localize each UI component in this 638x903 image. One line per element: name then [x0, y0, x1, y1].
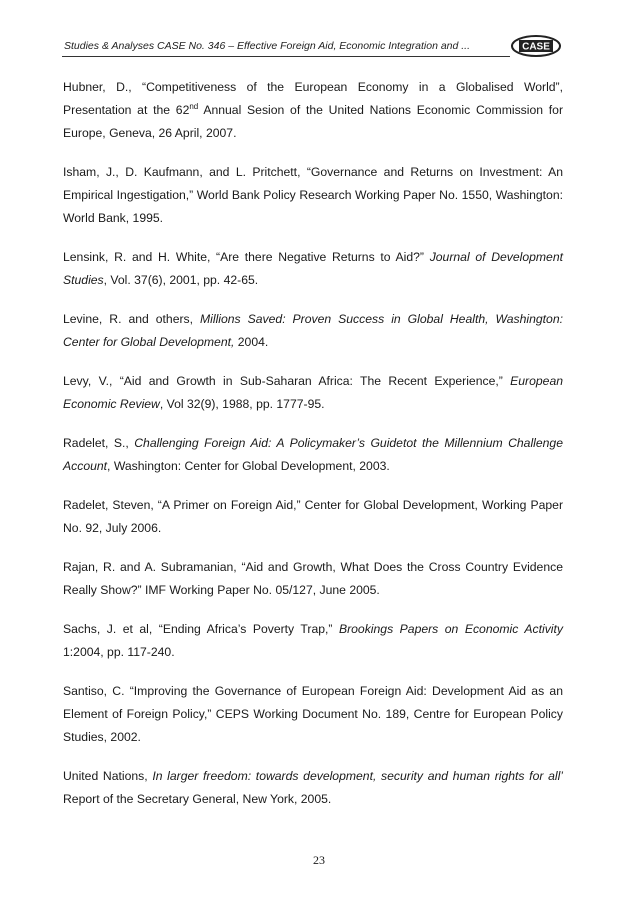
reference-lensink: Lensink, R. and H. White, “Are there Negative Returns to Aid?” Journal of Development Studies, Vol. 37(6), 2001, pp. 42-65. — [63, 250, 563, 287]
reference-levine: Levine, R. and others, Millions Saved: Proven Success in Global Health, Washington: Center for Global Development, 2004. — [63, 312, 564, 349]
reference-list — [63, 76, 563, 827]
reference-isham: Isham, J., D. Kaufmann, and L. Pritchett, “Governance and Returns on Investment: An Empirical Ingestigation,” World Bank Policy Research Working Paper No. 1550, Washington: World Bank, 1995. — [63, 165, 563, 225]
reference-rajan: Rajan, R. and A. Subramanian, “Aid and Growth, What Does the Cross Country Evidence Really Show?” IMF Working Paper No. 05/127, June 2005. — [63, 560, 563, 597]
reference-santiso: Santiso, C. “Improving the Governance of European Foreign Aid: Development Aid as an Element of Foreign Policy,” CEPS Working Document No. 189, Centre for European Policy Studies, 2002. — [63, 684, 563, 744]
page-header — [62, 34, 562, 64]
header-title: Studies & Analyses CASE No. 346 – Effective Foreign Aid, Economic Integration and ... — [64, 40, 471, 52]
reference-levy: Levy, V., “Aid and Growth in Sub-Saharan Africa: The Recent Experience,” European Economic Review, Vol 32(9), 1988, pp. 1777-95. — [63, 374, 563, 411]
reference-united-nations: United Nations, In larger freedom: towards development, security and human rights for all’ Report of the Secretary General, New York, 2005. — [63, 769, 563, 806]
reference-radelet-s: Radelet, S., Challenging Foreign Aid: A Policymaker’s Guidetot the Millennium Challenge Account, Washington: Center for Global Development, 2003. — [63, 436, 563, 473]
case-logo-icon — [510, 34, 562, 58]
header-rule — [62, 56, 510, 57]
reference-radelet-steven: Radelet, Steven, “A Primer on Foreign Aid,” Center for Global Development, Working Paper No. 92, July 2006. — [63, 498, 563, 535]
page-number: 23 — [313, 853, 325, 867]
logo-text: CASE — [522, 41, 550, 53]
reference-sachs: Sachs, J. et al, “Ending Africa’s Poverty Trap,” Brookings Papers on Economic Activity 1:2004, pp. 117-240. — [63, 622, 563, 659]
reference-hubner: Hubner, D., “Competitiveness of the European Economy in a Globalised World”, Presentation at the 62nd Annual Sesion of the United Nations Economic Commission for Europe, Geneva, 26 April, 2007. — [63, 80, 563, 140]
